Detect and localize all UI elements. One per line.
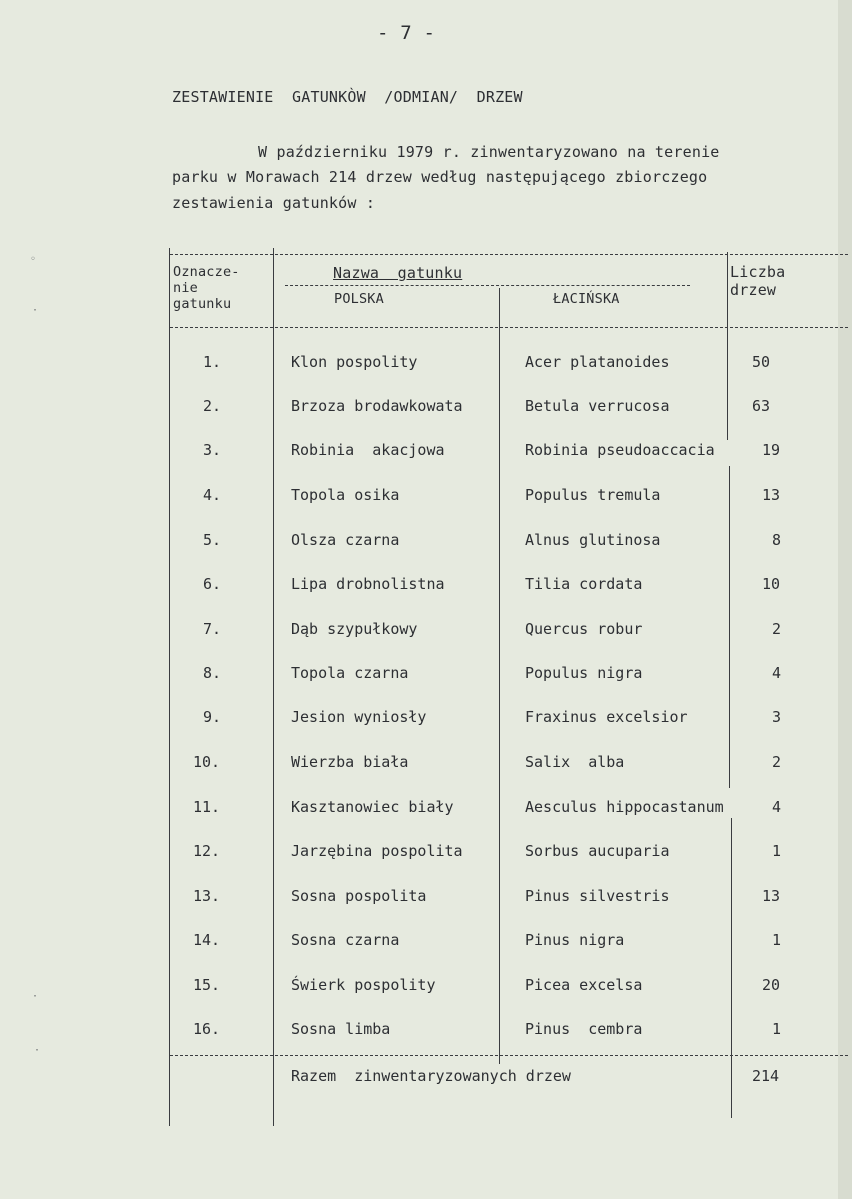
- tree-count: 4: [772, 798, 782, 816]
- tree-count: 10: [762, 575, 781, 593]
- margin-mark: ·: [32, 305, 39, 316]
- latin-name: Betula verrucosa: [525, 397, 670, 415]
- row-number: 14.: [193, 931, 221, 949]
- tree-count: 50: [752, 353, 771, 371]
- latin-name: Sorbus aucuparia: [525, 842, 670, 860]
- table-row: [0, 531, 852, 561]
- total-rule: [170, 1055, 848, 1056]
- row-number: 10.: [193, 753, 221, 771]
- header-bottom-rule: [170, 327, 848, 328]
- polish-name: Wierzba biała: [291, 753, 409, 771]
- total-row: [0, 1067, 852, 1097]
- latin-name: Robinia pseudoaccacia: [525, 441, 715, 459]
- latin-name: Alnus glutinosa: [525, 531, 661, 549]
- table-row: [0, 753, 852, 783]
- latin-name: Tilia cordata: [525, 575, 643, 593]
- polish-name: Świerk pospolity: [291, 976, 436, 994]
- polish-name: Brzoza brodawkowata: [291, 397, 463, 415]
- row-number: 1.: [203, 353, 222, 371]
- page-number: - 7 -: [377, 22, 436, 44]
- row-number: 3.: [203, 441, 222, 459]
- row-number: 8.: [203, 664, 222, 682]
- polish-name: Dąb szypułkowy: [291, 620, 418, 638]
- row-number: 11.: [193, 798, 221, 816]
- col-count-header-l1: Liczba: [730, 263, 786, 281]
- latin-name: Salix alba: [525, 753, 625, 771]
- margin-mark: ◦: [30, 254, 37, 265]
- total-label: Razem zinwentaryzowanych drzew: [291, 1067, 571, 1085]
- tree-count: 3: [772, 708, 782, 726]
- polish-name: Sosna limba: [291, 1020, 391, 1038]
- latin-name: Quercus robur: [525, 620, 643, 638]
- polish-name: Robinia akacjowa: [291, 441, 445, 459]
- latin-name: Acer platanoides: [525, 353, 670, 371]
- latin-name: Populus nigra: [525, 664, 643, 682]
- page-title: ZESTAWIENIE GATUNKÒW /ODMIAN/ DRZEW: [172, 88, 523, 106]
- table-top-rule: [170, 254, 848, 255]
- col-number-header-l2: nie: [173, 280, 198, 296]
- table-row: [0, 842, 852, 872]
- table-row: [0, 1020, 852, 1050]
- tree-count: 20: [762, 976, 781, 994]
- tree-count: 1: [772, 931, 782, 949]
- table-row: [0, 887, 852, 917]
- table-row: [0, 441, 852, 471]
- table-row: [0, 620, 852, 650]
- polish-name: Topola osika: [291, 486, 400, 504]
- table-row: [0, 575, 852, 605]
- tree-count: 19: [762, 441, 781, 459]
- group-header-rule: [285, 285, 690, 286]
- row-number: 2.: [203, 397, 222, 415]
- intro-line-2: parku w Morawach 214 drzew według następującego zbiorczego: [172, 168, 708, 186]
- tree-count: 13: [762, 486, 781, 504]
- tree-count: 4: [772, 664, 782, 682]
- table-row: [0, 976, 852, 1006]
- row-number: 16.: [193, 1020, 221, 1038]
- table-row: [0, 486, 852, 516]
- polish-name: Kasztanowiec biały: [291, 798, 454, 816]
- tree-count: 63: [752, 397, 771, 415]
- polish-name: Jarzębina pospolita: [291, 842, 463, 860]
- polish-name: Lipa drobnolistna: [291, 575, 445, 593]
- margin-mark: ·: [32, 991, 39, 1002]
- row-number: 6.: [203, 575, 222, 593]
- intro-line-3: zestawienia gatunków :: [172, 194, 376, 212]
- polish-name: Sosna pospolita: [291, 887, 427, 905]
- row-number: 5.: [203, 531, 222, 549]
- tree-count: 1: [772, 1020, 782, 1038]
- tree-count: 2: [772, 620, 782, 638]
- latin-name: Fraxinus excelsior: [525, 708, 688, 726]
- row-number: 12.: [193, 842, 221, 860]
- tree-count: 8: [772, 531, 782, 549]
- row-number: 7.: [203, 620, 222, 638]
- polish-name: Klon pospolity: [291, 353, 418, 371]
- polish-name: Jesion wyniosły: [291, 708, 427, 726]
- row-number: 15.: [193, 976, 221, 994]
- latin-name: Aesculus hippocastanum: [525, 798, 724, 816]
- col-latin-header: ŁACIŃSKA: [553, 291, 620, 307]
- latin-name: Pinus cembra: [525, 1020, 643, 1038]
- table-row: [0, 353, 852, 383]
- table-row: [0, 397, 852, 427]
- tree-count: 13: [762, 887, 781, 905]
- col-number-header-l3: gatunku: [173, 296, 232, 312]
- total-value: 214: [752, 1067, 780, 1085]
- polish-name: Olsza czarna: [291, 531, 400, 549]
- polish-name: Sosna czarna: [291, 931, 400, 949]
- latin-name: Picea excelsa: [525, 976, 643, 994]
- polish-name: Topola czarna: [291, 664, 409, 682]
- row-number: 4.: [203, 486, 222, 504]
- col-group-header: Nazwa gatunku: [333, 264, 463, 282]
- table-row: [0, 664, 852, 694]
- latin-name: Pinus nigra: [525, 931, 625, 949]
- row-number: 13.: [193, 887, 221, 905]
- row-number: 9.: [203, 708, 222, 726]
- tree-count: 2: [772, 753, 782, 771]
- intro-line-1: W październiku 1979 r. zinwentaryzowano na terenie: [258, 143, 720, 161]
- latin-name: Populus tremula: [525, 486, 661, 504]
- tree-count: 1: [772, 842, 782, 860]
- table-row: [0, 708, 852, 738]
- table-row: [0, 931, 852, 961]
- latin-name: Pinus silvestris: [525, 887, 670, 905]
- table-row: [0, 798, 852, 828]
- margin-mark: ·: [34, 1045, 41, 1056]
- col-polish-header: POLSKA: [334, 291, 384, 307]
- col-count-header-l2: drzew: [730, 281, 777, 299]
- col-number-header-l1: Oznacze-: [173, 264, 240, 280]
